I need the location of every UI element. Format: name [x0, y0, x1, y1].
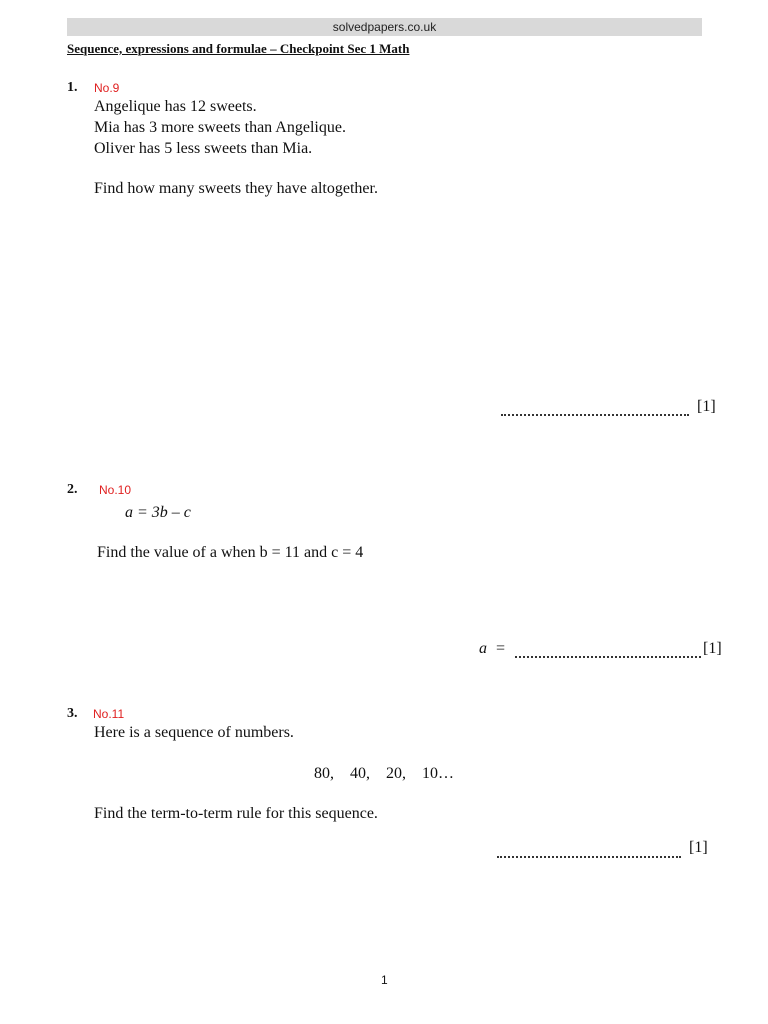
- question-1-number: 1.: [67, 80, 78, 95]
- question-2-answer-line[interactable]: [515, 656, 701, 658]
- question-3-prompt: Find the term-to-term rule for this sequence.: [94, 805, 378, 822]
- question-1-answer-line[interactable]: [501, 414, 689, 416]
- question-2-ref: No.10: [99, 483, 132, 497]
- question-3-number: 3.: [67, 706, 78, 721]
- question-1-marks: [1]: [697, 398, 716, 415]
- question-2-answer-label: a =: [479, 640, 506, 657]
- question-1-line-3: Oliver has 5 less sweets than Mia.: [94, 140, 313, 157]
- question-3-marks: [1]: [689, 839, 708, 856]
- question-3-answer-line[interactable]: [497, 856, 681, 858]
- question-3-intro: Here is a sequence of numbers.: [94, 724, 294, 741]
- question-2-marks: [1]: [703, 640, 722, 657]
- page-number: 1: [381, 973, 388, 987]
- document-title: Sequence, expressions and formulae – Checkpoint Sec 1 Math: [67, 41, 410, 56]
- question-2-formula: a = 3b – c: [125, 504, 191, 521]
- question-3-ref: No.11: [93, 707, 125, 721]
- site-banner: solvedpapers.co.uk: [67, 18, 702, 36]
- question-1-line-1: Angelique has 12 sweets.: [94, 98, 257, 115]
- question-1-prompt: Find how many sweets they have altogether.: [94, 180, 378, 197]
- question-1-ref: No.9: [94, 81, 120, 95]
- question-1-line-2: Mia has 3 more sweets than Angelique.: [94, 119, 346, 136]
- question-2-prompt: Find the value of a when b = 11 and c = 4: [97, 544, 364, 561]
- question-2-number: 2.: [67, 482, 78, 497]
- question-3-sequence: 80, 40, 20, 10…: [314, 765, 454, 782]
